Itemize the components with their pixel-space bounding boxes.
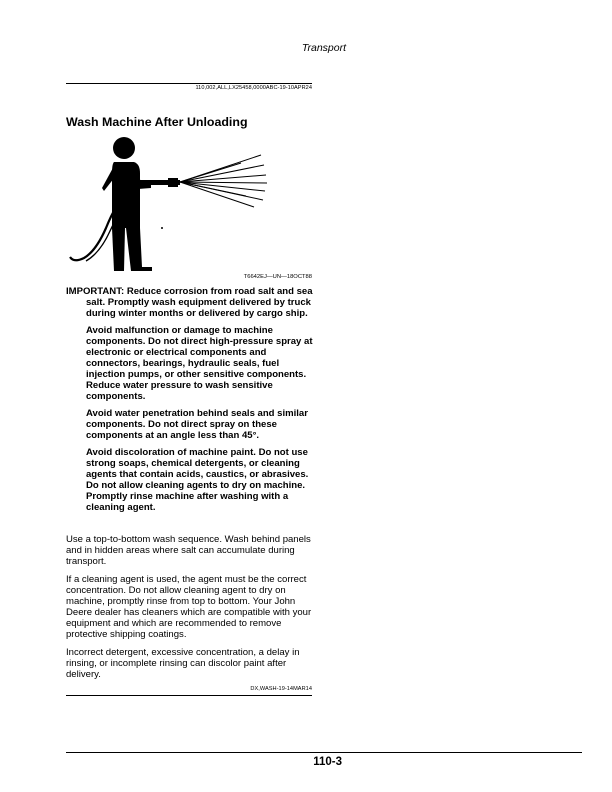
body-paragraph-3: Incorrect detergent, excessive concentration, a delay in rinsing, or incomplete rinsing can discolor paint after delivery. <box>66 647 300 680</box>
important-paragraph-2: Avoid malfunction or damage to machine components. Do not direct high-pressure spray at electronic or electrical components and connectors, bearings, hydraulic seals, fuel injection pumps, or other sensitive components. Reduce water pressure to wash sensitive components. <box>86 325 313 402</box>
important-paragraph-3: Avoid water penetration behind seals and similar components. Do not direct spray on these components at an angle less than 45°. <box>86 408 308 441</box>
body-paragraph-1: Use a top-to-bottom wash sequence. Wash behind panels and in hidden areas where salt can accumulate during transport. <box>66 534 311 567</box>
important-label: IMPORTANT: <box>66 286 125 297</box>
person-pressure-washing-icon <box>66 133 278 275</box>
important-text: Reduce corrosion from road salt and sea salt. Promptly wash equipment delivered by truck during winter months or delivered by cargo ship. <box>86 286 313 319</box>
important-paragraph-4: Avoid discoloration of machine paint. Do not use strong soaps, chemical detergents, or cleaning agents that contain acids, caustics, or abrasives. Do not allow cleaning agents to dry on machine. Promptly rinse machine after washing with a cleaning agent. <box>86 447 309 513</box>
figure-id: T6642EJ—UN—18OCT88 <box>243 274 312 280</box>
section-heading: Wash Machine After Unloading <box>66 115 248 129</box>
bottom-code: DX,WASH-19-14MAR14 <box>250 686 312 692</box>
running-header: Transport <box>301 42 346 54</box>
important-paragraph-1 <box>66 286 318 319</box>
body-text <box>66 534 316 687</box>
module-code: 110,002,ALL,LX25458,0000ABC-19-10APR24 <box>195 85 312 91</box>
bottom-rule <box>66 695 312 696</box>
header-rule <box>66 83 312 84</box>
footer-rule <box>66 752 582 753</box>
body-paragraph-2: If a cleaning agent is used, the agent must be the correct concentration. Do not allow cleaning agent to dry on machine, promptly rinse from top to bottom. Your John Deere dealer has cleaners which are compatible with your equipment and which are recommended to remove protective shipping coatings. <box>66 574 312 640</box>
page-number: 110-3 <box>313 756 342 768</box>
important-notice <box>66 286 318 519</box>
